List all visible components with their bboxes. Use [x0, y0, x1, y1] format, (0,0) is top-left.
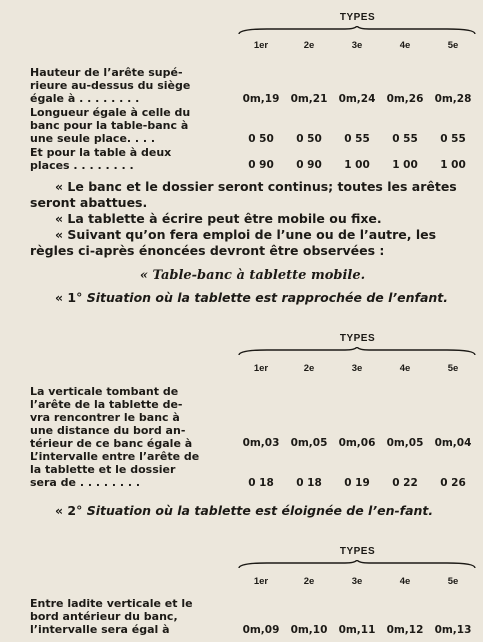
table-cell: 0m,21 [290, 93, 328, 105]
table3-column-headers [237, 576, 477, 587]
table-cell: 0m,03 [242, 437, 280, 449]
table1-row3-values [237, 159, 477, 171]
table1-row3-label: Et pour la table à deux places . . . . . . . . [30, 146, 172, 172]
table-cell: 0m,13 [434, 624, 472, 636]
col-head-2: 2e [303, 576, 315, 587]
col-head-3: 3e [351, 40, 363, 51]
table3-types-heading: TYPES [339, 546, 376, 557]
table2-row2-values [237, 477, 477, 489]
table2-types-heading: TYPES [339, 333, 376, 344]
col-head-5: 5e [447, 40, 459, 51]
col-head-5: 5e [447, 576, 459, 587]
table1-row2-values [237, 133, 477, 145]
table-cell: 0m,05 [290, 437, 328, 449]
col-head-2: 2e [303, 363, 315, 374]
table-cell: 0m,10 [290, 624, 328, 636]
table-cell: 0 90 [248, 159, 274, 171]
paragraph-rules: « Suivant qu’on fera emploi de l’une ou de l’autre, les règles ci-après énoncées devront être observées : [30, 227, 437, 258]
col-head-5: 5e [447, 363, 459, 374]
col-head-1: 1er [253, 363, 269, 374]
paragraph-tablet: « La tablette à écrire peut être mobile ou fixe. [55, 211, 382, 226]
table-cell: 0 19 [344, 477, 370, 489]
col-head-4: 4e [399, 576, 411, 587]
table-cell: 0m,06 [338, 437, 376, 449]
situation-1-heading [30, 290, 475, 306]
table-cell: 0 26 [440, 477, 466, 489]
table-cell: 0 22 [392, 477, 418, 489]
table-cell: 0 55 [344, 133, 370, 145]
table2-row1-values [237, 437, 477, 449]
table3-brace [237, 560, 477, 570]
table-cell: 0m,19 [242, 93, 280, 105]
col-head-4: 4e [399, 363, 411, 374]
table-cell: 0 90 [296, 159, 322, 171]
situation-2-number: « 2° [55, 503, 87, 518]
table1-row1-label: Hauteur de l’arête supé- rieure au-dessus du siège égale à . . . . . . . . [30, 66, 191, 105]
table3-row1-label: Entre ladite verticale et le bord antérieur du banc, l’intervalle sera égal à [30, 597, 193, 636]
table1-types-heading: TYPES [339, 12, 376, 23]
table-cell: 0 50 [248, 133, 274, 145]
situation-1-number: « 1° [55, 290, 87, 305]
table-cell: 0 18 [296, 477, 322, 489]
table-cell: 1 00 [440, 159, 466, 171]
table-cell: 0m,26 [386, 93, 424, 105]
section-heading: « Table-banc à tablette mobile. [139, 268, 366, 283]
col-head-1: 1er [253, 40, 269, 51]
table-cell: 0 50 [296, 133, 322, 145]
table-cell: 0m,04 [434, 437, 472, 449]
col-head-3: 3e [351, 576, 363, 587]
table2-row2-label: L’intervalle entre l’arête de la tablette et le dossier sera de . . . . . . . . [30, 450, 200, 489]
table-cell: 0 18 [248, 477, 274, 489]
col-head-1: 1er [253, 576, 269, 587]
table2-column-headers [237, 363, 477, 374]
col-head-3: 3e [351, 363, 363, 374]
situation-1-text: Situation où la tablette est rapprochée de l’enfant. [86, 290, 449, 305]
table2-brace [237, 347, 477, 357]
col-head-4: 4e [399, 40, 411, 51]
table-cell: 1 00 [392, 159, 418, 171]
table2-row1-label: La verticale tombant de l’arête de la tablette de- vra rencontrer le banc à une distance du bord an- térieur de ce banc égale à [30, 385, 193, 450]
paragraph-bench: « Le banc et le dossier seront continus; toutes les arêtes seront abattues. [30, 179, 457, 210]
table-cell: 1 00 [344, 159, 370, 171]
table1-brace [237, 26, 477, 36]
table1-row1-values [237, 93, 477, 105]
table-cell: 0m,24 [338, 93, 376, 105]
table-cell: 0m,05 [386, 437, 424, 449]
table-cell: 0m,28 [434, 93, 472, 105]
col-head-2: 2e [303, 40, 315, 51]
table-cell: 0 55 [392, 133, 418, 145]
table-cell: 0m,12 [386, 624, 424, 636]
table1-row2-label: Longueur égale à celle du banc pour la table-banc à une seule place. . . . [30, 106, 191, 145]
table-cell: 0m,09 [242, 624, 280, 636]
situation-2-heading [30, 503, 475, 519]
table-cell: 0m,11 [338, 624, 376, 636]
situation-2-text: Situation où la tablette est éloignée de l’en-fant. [86, 503, 434, 518]
table3-row1-values [237, 624, 477, 636]
table-cell: 0 55 [440, 133, 466, 145]
table1-column-headers [237, 40, 477, 51]
